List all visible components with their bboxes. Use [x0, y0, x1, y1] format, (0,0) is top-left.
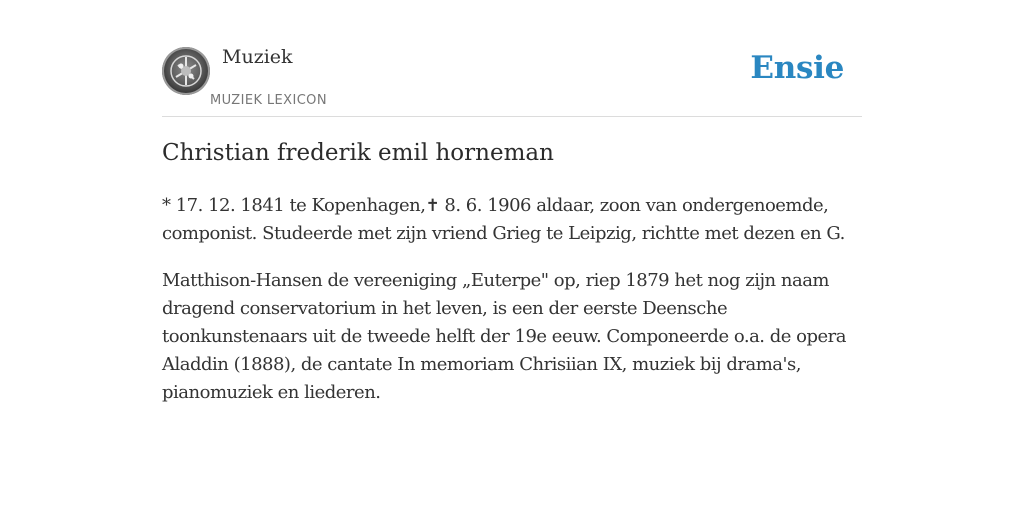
paragraph-1-birth: * 17. 12. 1841 te Kopenhagen, [162, 195, 426, 216]
death-cross-icon: ✝ [425, 196, 440, 216]
article-paragraph-1 [162, 192, 862, 248]
page-header [162, 44, 862, 117]
category-subtitle[interactable]: MUZIEK LEXICON [210, 93, 327, 108]
music-emblem-icon[interactable] [162, 47, 210, 95]
article-paragraph-2: Matthison-Hansen de vereeniging „Euterpe" op, riep 1879 het nog zijn naam dragend conservatorium in het leven, is een der eerste Deensche toonkunstenaars uit de tweede helft der 19e eeuw. Componeerde o.a. de opera Aladdin (1888), de cantate In memoriam Chrisiian IX, muziek bij drama's, pianomuziek en liederen. [162, 270, 846, 403]
category-title[interactable]: Muziek [222, 46, 293, 68]
paragraph-1-rest: 8. 6. 1906 aldaar, zoon van ondergenoemde, componist. Studeerde met zijn vriend Grieg te Leipzig, richtte met dezen en G. [162, 195, 845, 244]
article-title: Christian frederik emil horneman [162, 140, 554, 166]
brand-logo-link[interactable]: Ensie [750, 50, 844, 86]
